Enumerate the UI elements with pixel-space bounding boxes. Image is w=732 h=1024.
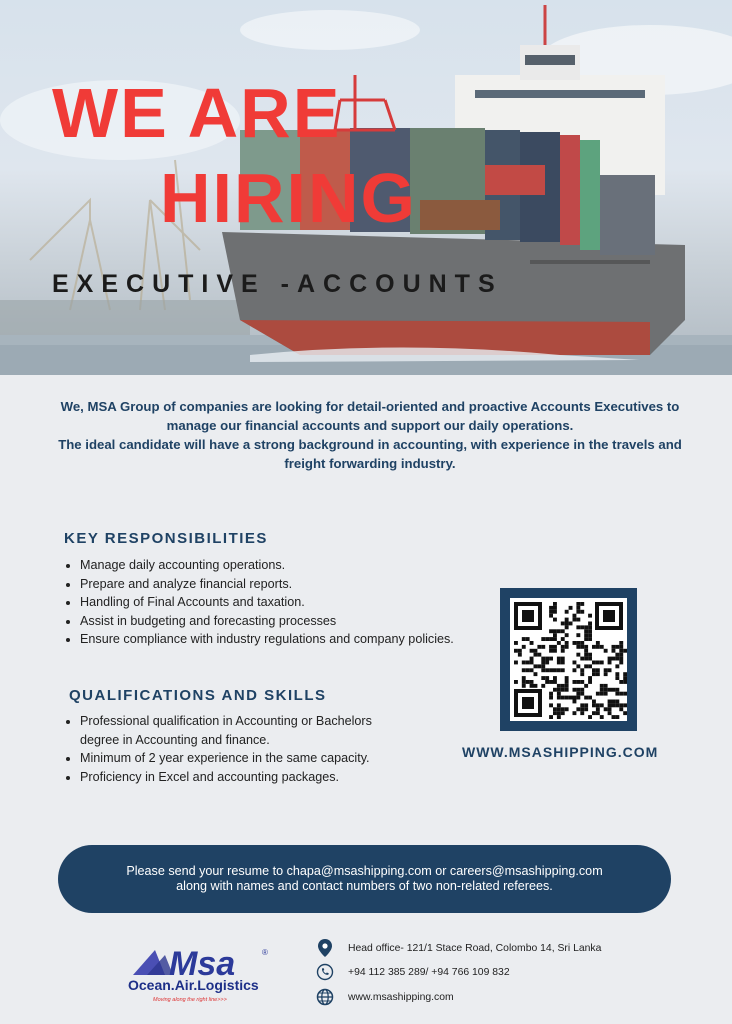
list-item: • Proficiency in Excel and accounting packages. — [80, 768, 380, 787]
list-item: • Manage daily accounting operations. — [80, 556, 460, 575]
list-item: • Assist in budgeting and forecasting processes — [80, 612, 460, 631]
contact-phone — [315, 962, 510, 982]
phone-icon — [315, 962, 335, 982]
qr-code[interactable] — [500, 588, 637, 731]
responsibilities-heading: KEY RESPONSIBILITIES — [64, 530, 268, 547]
list-item: • Handling of Final Accounts and taxation. — [80, 593, 460, 612]
intro-line-1: We, MSA Group of companies are looking for detail-oriented and proactive Accounts Executives to manage our financial accounts and support our daily operations. — [60, 399, 680, 434]
qualifications-list — [62, 712, 380, 786]
contact-address — [315, 938, 601, 958]
apply-text: Please send your resume to chapa@msashipping.com or careers@msashipping.com along with names and contact numbers of two non-related referees. — [126, 864, 603, 893]
headline-we-are: WE ARE — [52, 74, 342, 152]
phone-text[interactable]: +94 112 385 289/ +94 766 109 832 — [348, 966, 510, 978]
logo-tagline: Ocean.Air.Logistics — [128, 977, 259, 993]
hero-banner — [0, 0, 732, 375]
list-item: • Ensure compliance with industry regulations and company policies. — [80, 630, 460, 649]
website-text[interactable]: www.msashipping.com — [348, 991, 454, 1003]
responsibilities-list — [62, 556, 460, 649]
globe-icon — [315, 987, 335, 1007]
list-item: • Professional qualification in Accounting or Bachelors degree in Accounting and finance. — [80, 712, 380, 749]
job-title: EXECUTIVE -ACCOUNTS — [52, 270, 503, 298]
address-text: Head office- 121/1 Stace Road, Colombo 14, Sri Lanka — [348, 942, 602, 954]
qr-pattern — [510, 598, 627, 721]
intro-text — [40, 397, 700, 474]
logo-brand: Msa — [169, 945, 236, 983]
logo-registered: ® — [262, 948, 268, 957]
list-item: • Prepare and analyze financial reports. — [80, 575, 460, 594]
contact-website — [315, 987, 454, 1007]
logo-slogan: Moving along the right line>>> — [153, 997, 227, 1003]
intro-line-2: The ideal candidate will have a strong background in accounting, with experience in the travels and freight forwarding industry. — [58, 437, 682, 472]
qualifications-heading: QUALIFICATIONS AND SKILLS — [69, 687, 327, 704]
company-logo — [125, 945, 275, 1005]
qr-website[interactable]: WWW.MSASHIPPING.COM — [462, 744, 659, 760]
apply-instructions — [58, 845, 671, 913]
list-item: • Minimum of 2 year experience in the same capacity. — [80, 749, 380, 768]
location-pin-icon — [315, 938, 335, 958]
headline-hiring: HIRING — [160, 159, 417, 237]
